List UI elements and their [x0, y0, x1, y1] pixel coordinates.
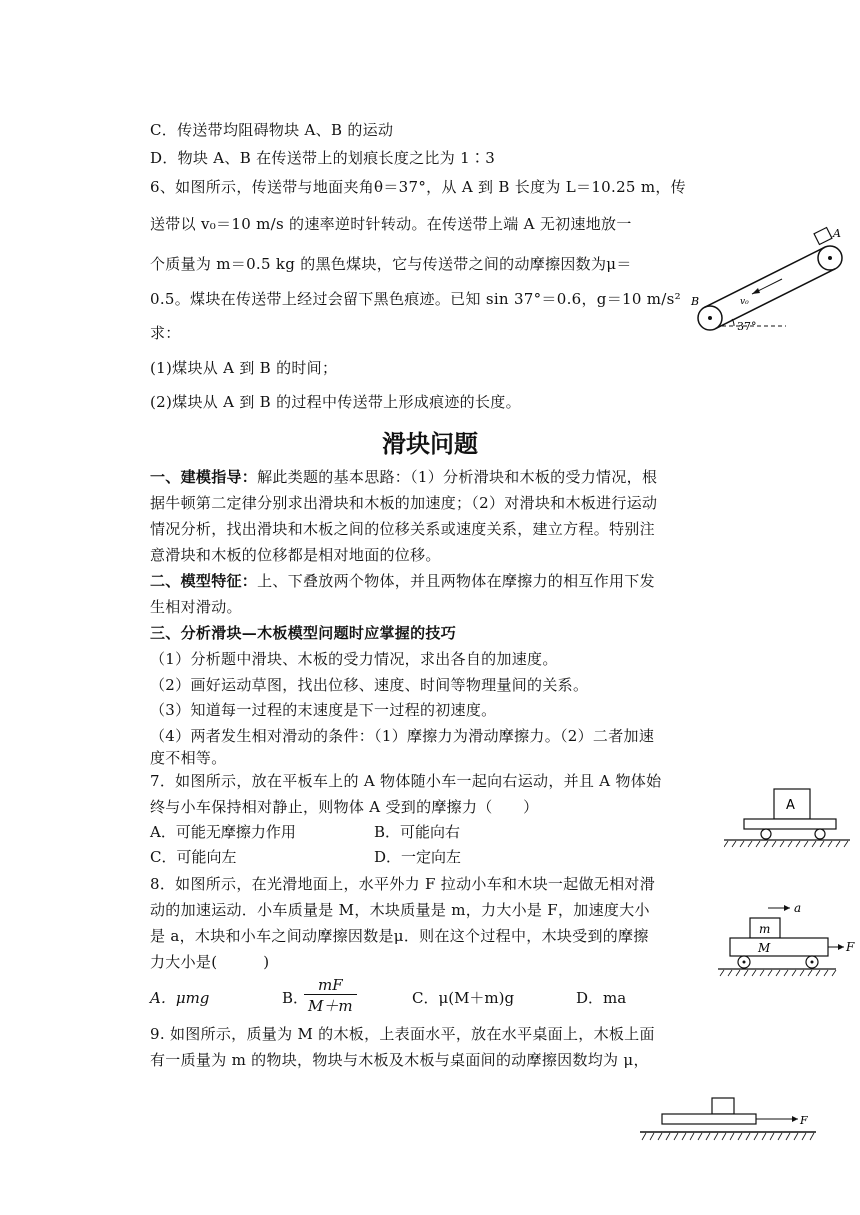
q6-line-3: 个质量为 m＝0.5 kg 的黑色煤块，它与传送带之间的动摩擦因数为μ＝ — [150, 255, 632, 273]
conveyor-belt-figure — [690, 222, 850, 340]
p1-text-1: 解此类题的基本思路：（1）分析滑块和木板的受力情况，根 — [257, 468, 658, 486]
section-title: 滑块问题 — [382, 430, 478, 458]
p3-heading: 三、分析滑块—木板模型问题时应掌握的技巧 — [150, 624, 457, 642]
fraction-denominator: M＋m — [304, 994, 357, 1016]
q8-option-d: D．ma — [576, 989, 627, 1007]
p2-line-2: 生相对滑动。 — [150, 598, 242, 616]
p2-text-1: 上、下叠放两个物体，并且两物体在摩擦力的相互作用下发 — [257, 572, 655, 590]
q6-line-4: 0.5。煤块在传送带上经过会留下黑色痕迹。已知 sin 37°＝0.6，g＝10 m/s² — [150, 290, 681, 308]
label-a: a — [794, 901, 802, 915]
cart-force-figure — [718, 898, 858, 980]
p1-heading: 一、建模指导： — [150, 468, 258, 486]
label-f: F — [846, 940, 855, 954]
q8-line-1: 8．如图所示，在光滑地面上，水平外力 F 拉动小车和木块一起做无相对滑 — [150, 875, 655, 893]
q8-option-b-fraction — [304, 976, 357, 1016]
label-big-m: M — [758, 941, 771, 955]
cart-figure — [724, 785, 850, 849]
p1-line-3: 情况分析，找出滑块和木板之间的位移关系或速度关系，建立方程。特别注 — [150, 520, 655, 538]
q7-line-1: 7．如图所示，放在平板车上的 A 物体随小车一起向右运动，并且 A 物体始 — [150, 772, 662, 790]
q8-option-c: C．μ(M＋m)g — [412, 989, 515, 1007]
q7-option-b: B．可能向右 — [374, 823, 461, 841]
q7-option-c: C．可能向左 — [150, 848, 237, 866]
label-angle: 37° — [737, 320, 757, 333]
option-d: D．物块 A、B 在传送带上的划痕长度之比为 1∶3 — [150, 149, 496, 167]
tip-3: （3）知道每一过程的末速度是下一过程的初速度。 — [150, 701, 497, 719]
label-m: m — [759, 922, 771, 936]
tip-4-line-1: （4）两者发生相对滑动的条件：（1）摩擦力为滑动摩擦力。（2）二者加速 — [150, 727, 655, 745]
option-c: C．传送带均阻碍物块 A、B 的运动 — [150, 121, 394, 139]
p2-heading: 二、模型特征： — [150, 572, 258, 590]
fraction-numerator: mF — [317, 976, 343, 994]
tip-2: （2）画好运动草图，找出位移、速度、时间等物理量间的关系。 — [150, 676, 589, 694]
q9-line-2: 有一质量为 m 的物块，物块与木板及木板与桌面间的动摩擦因数均为 μ， — [150, 1051, 649, 1069]
q6-line-2: 送带以 v₀＝10 m/s 的速率逆时针转动。在传送带上端 A 无初速地放一 — [150, 215, 632, 233]
board-block-figure — [640, 1094, 816, 1146]
label-a: A — [833, 227, 841, 240]
p1-line-1 — [150, 467, 657, 487]
q7-line-2: 终与小车保持相对静止，则物体 A 受到的摩擦力（ ） — [150, 798, 539, 816]
label-b: B — [691, 295, 700, 308]
q6-line-5: 求： — [150, 324, 181, 342]
q9-line-1: 9. 如图所示，质量为 M 的木板，上表面水平，放在水平桌面上，木板上面 — [150, 1025, 655, 1043]
p2-line-1 — [150, 571, 655, 591]
tip-4-line-2: 度不相等。 — [150, 749, 227, 767]
q8-line-4: 力大小是( ) — [150, 953, 270, 971]
q8-line-3: 是 a，木块和小车之间动摩擦因数是μ．则在这个过程中，木块受到的摩擦 — [150, 927, 649, 945]
q8-option-a: A．μmg — [150, 989, 210, 1007]
q7-option-d: D．一定向左 — [374, 848, 462, 866]
q8-line-2: 动的加速运动．小车质量是 M，木块质量是 m，力大小是 F，加速度大小 — [150, 901, 650, 919]
block-label: A — [786, 798, 795, 813]
tip-1: （1）分析题中滑块、木板的受力情况，求出各自的加速度。 — [150, 650, 558, 668]
q6-line-1: 6、如图所示，传送带与地面夹角θ＝37°，从 A 到 B 长度为 L＝10.25 m，传 — [150, 178, 686, 196]
p1-line-2: 据牛顿第二定律分别求出滑块和木板的加速度；（2）对滑块和木板进行运动 — [150, 494, 658, 512]
p1-line-4: 意滑块和木板的位移都是相对地面的位移。 — [150, 546, 441, 564]
q8-option-b-prefix: B． — [282, 989, 309, 1007]
q7-option-a: A．可能无摩擦力作用 — [150, 823, 296, 841]
label-v0: v₀ — [740, 297, 749, 307]
q6-sub-1: (1)煤块从 A 到 B 的时间； — [150, 359, 338, 377]
label-f: F — [800, 1114, 808, 1127]
q6-sub-2: (2)煤块从 A 到 B 的过程中传送带上形成痕迹的长度。 — [150, 393, 521, 411]
